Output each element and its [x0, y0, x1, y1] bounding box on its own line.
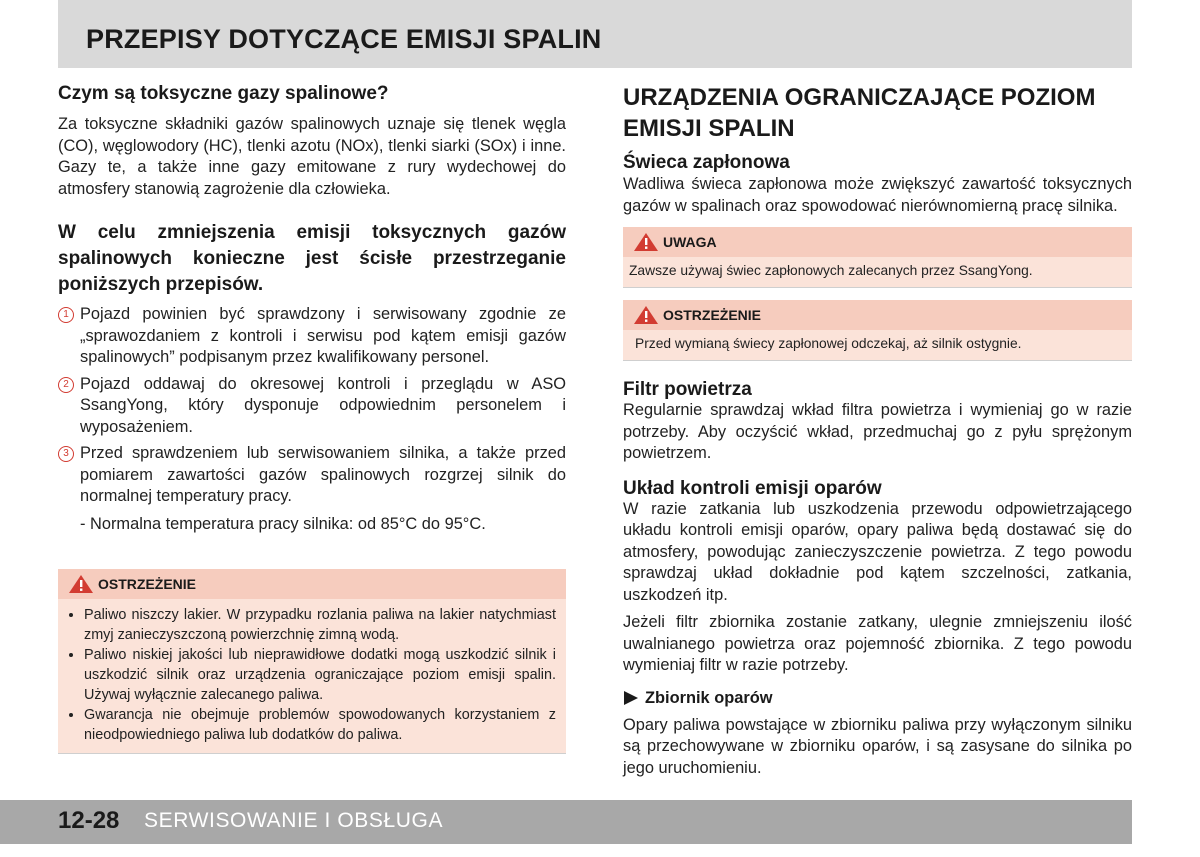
air-filter-text: Regularnie sprawdzaj wkład filtra powietrza i wymieniaj go w razie potrzeby. Aby oczyścić wkład, przedmuchaj go z pyłu sprężonym powietrzem. [623, 401, 1132, 462]
right-column [623, 82, 1132, 779]
list-item [58, 374, 566, 439]
spark-plug-heading: Świeca zapłonowa [623, 152, 790, 173]
canister-filter-text: Jeżeli filtr zbiornika zostanie zatkany, ulegnie zmniejszeniu ilość uwalnianego powietrza oraz pojemność zbiornika. Z tego powodu wymieniaj filtr w razie potrzeby. [623, 613, 1132, 674]
caution-header [623, 227, 1132, 257]
number-badge: 2 [58, 377, 74, 393]
triangle-arrow-icon [623, 691, 639, 705]
air-filter-heading: Filtr powietrza [623, 379, 752, 400]
canister-label: Zbiornik oparów [645, 688, 773, 707]
page-number: 12-28 [58, 807, 120, 834]
toxic-gases-heading: Czym są toksyczne gazy spalinowe? [58, 83, 389, 104]
spark-plug-warning-box [623, 300, 1132, 361]
warning-triangle-icon [68, 574, 94, 594]
left-column [58, 82, 566, 754]
warning-triangle-icon [633, 232, 659, 252]
warning-bullet: • Paliwo niszczy lakier. W przypadku rozlania paliwa na lakier natychmiast zmyj zanieczyszczoną powierzchnię zimną wodą. [84, 605, 556, 645]
emission-devices-heading: URZĄDZENIA OGRANICZAJĄCE POZIOM EMISJI SPALIN [623, 84, 1096, 142]
warning-title: OSTRZEŻENIE [663, 307, 762, 323]
caution-title: UWAGA [663, 234, 717, 250]
list-item-text: Pojazd powinien być sprawdzony i serwisowany zgodnie ze „sprawozdaniem z kontroli i serwisu pod kątem emisji gazów spalinowych” podpisanym przez kwalifikowany personel. [80, 305, 566, 366]
warning-bullet: • Gwarancja nie obejmuje problemów spowodowanych korzystaniem z nieodpowiedniego paliwa lub dodatków do paliwa. [84, 705, 556, 745]
warning-header [58, 569, 566, 599]
temperature-note: - Normalna temperatura pracy silnika: od 85°C do 95°C. [80, 514, 486, 533]
caution-text: Zawsze używaj świec zapłonowych zalecanych przez SsangYong. [623, 257, 1132, 287]
warning-header [623, 300, 1132, 330]
page-title: PRZEPISY DOTYCZĄCE EMISJI SPALIN [86, 24, 602, 54]
fuel-warning-box [58, 569, 566, 754]
list-item [58, 443, 566, 508]
canister-text: Opary paliwa powstające w zbiorniku paliwa przy wyłączonym silniku są przechowywane w zbiorniku oparów, i są zasysane do silnika po jego uruchomieniu. [623, 715, 1132, 777]
list-item-text: Przed sprawdzeniem lub serwisowaniem silnika, a także przed pomiarem zawartości gazów spalinowych rozgrzej silnik do normalnej temperatury pracy. [80, 444, 566, 505]
toxic-gases-text: Za toksyczne składniki gazów spalinowych uznaje się tlenek węgla (CO), węglowodory (HC), tlenki azotu (NOx), tlenki siarki (SOx) i inne. Gazy te, a także inne gazy emitowane z rury wydechowej do atmosfery stanowią zagrożenie dla człowieka. [58, 115, 566, 198]
vapor-control-heading: Układ kontroli emisji oparów [623, 477, 882, 499]
regulations-lead: W celu zmniejszenia emisji toksycznych gazów spalinowych konieczne jest ścisłe przestrzeganie poniższych przepisów. [58, 222, 566, 295]
warning-bullet: • Paliwo niskiej jakości lub nieprawidłowe dodatki mogą uszkodzić silnik i uszkodzić silnik oraz urządzenia ograniczające poziom emisji spalin. Używaj wyłącznie zalecanego paliwa. [84, 645, 556, 705]
warning-text: Przed wymianą świecy zapłonowej odczekaj, aż silnik ostygnie. [623, 330, 1132, 360]
warning-triangle-icon [633, 305, 659, 325]
number-badge: 3 [58, 446, 74, 462]
spark-plug-text: Wadliwa świeca zapłonowa może zwiększyć zawartość toksycznych gazów w spalinach oraz spowodować nierównomierną pracę silnika. [623, 175, 1132, 215]
page-header [58, 0, 1132, 68]
warning-body [58, 599, 566, 753]
list-item-text: Pojazd oddawaj do okresowej kontroli i przeglądu w ASO SsangYong, który dysponuje odpowiednim personelem i wyposażeniem. [80, 374, 566, 436]
list-item [58, 304, 566, 369]
canister-subheading [623, 689, 1132, 708]
warning-title: OSTRZEŻENIE [98, 576, 197, 592]
caution-box [623, 227, 1132, 288]
vapor-control-text: W razie zatkania lub uszkodzenia przewodu odpowietrzającego układu kontroli emisji oparów, opary paliwa będą dostawać się do atmosfery, powodując zanieczyszczenie powietrza. Z tego powodu sprawdzaj układ dokładnie pod kątem szczelności, zatkania, uszkodzeń itp. [623, 499, 1132, 604]
number-badge: 1 [58, 307, 74, 323]
page-footer [0, 800, 1132, 844]
regulations-list [58, 304, 566, 535]
section-name: SERWISOWANIE I OBSŁUGA [144, 809, 444, 832]
